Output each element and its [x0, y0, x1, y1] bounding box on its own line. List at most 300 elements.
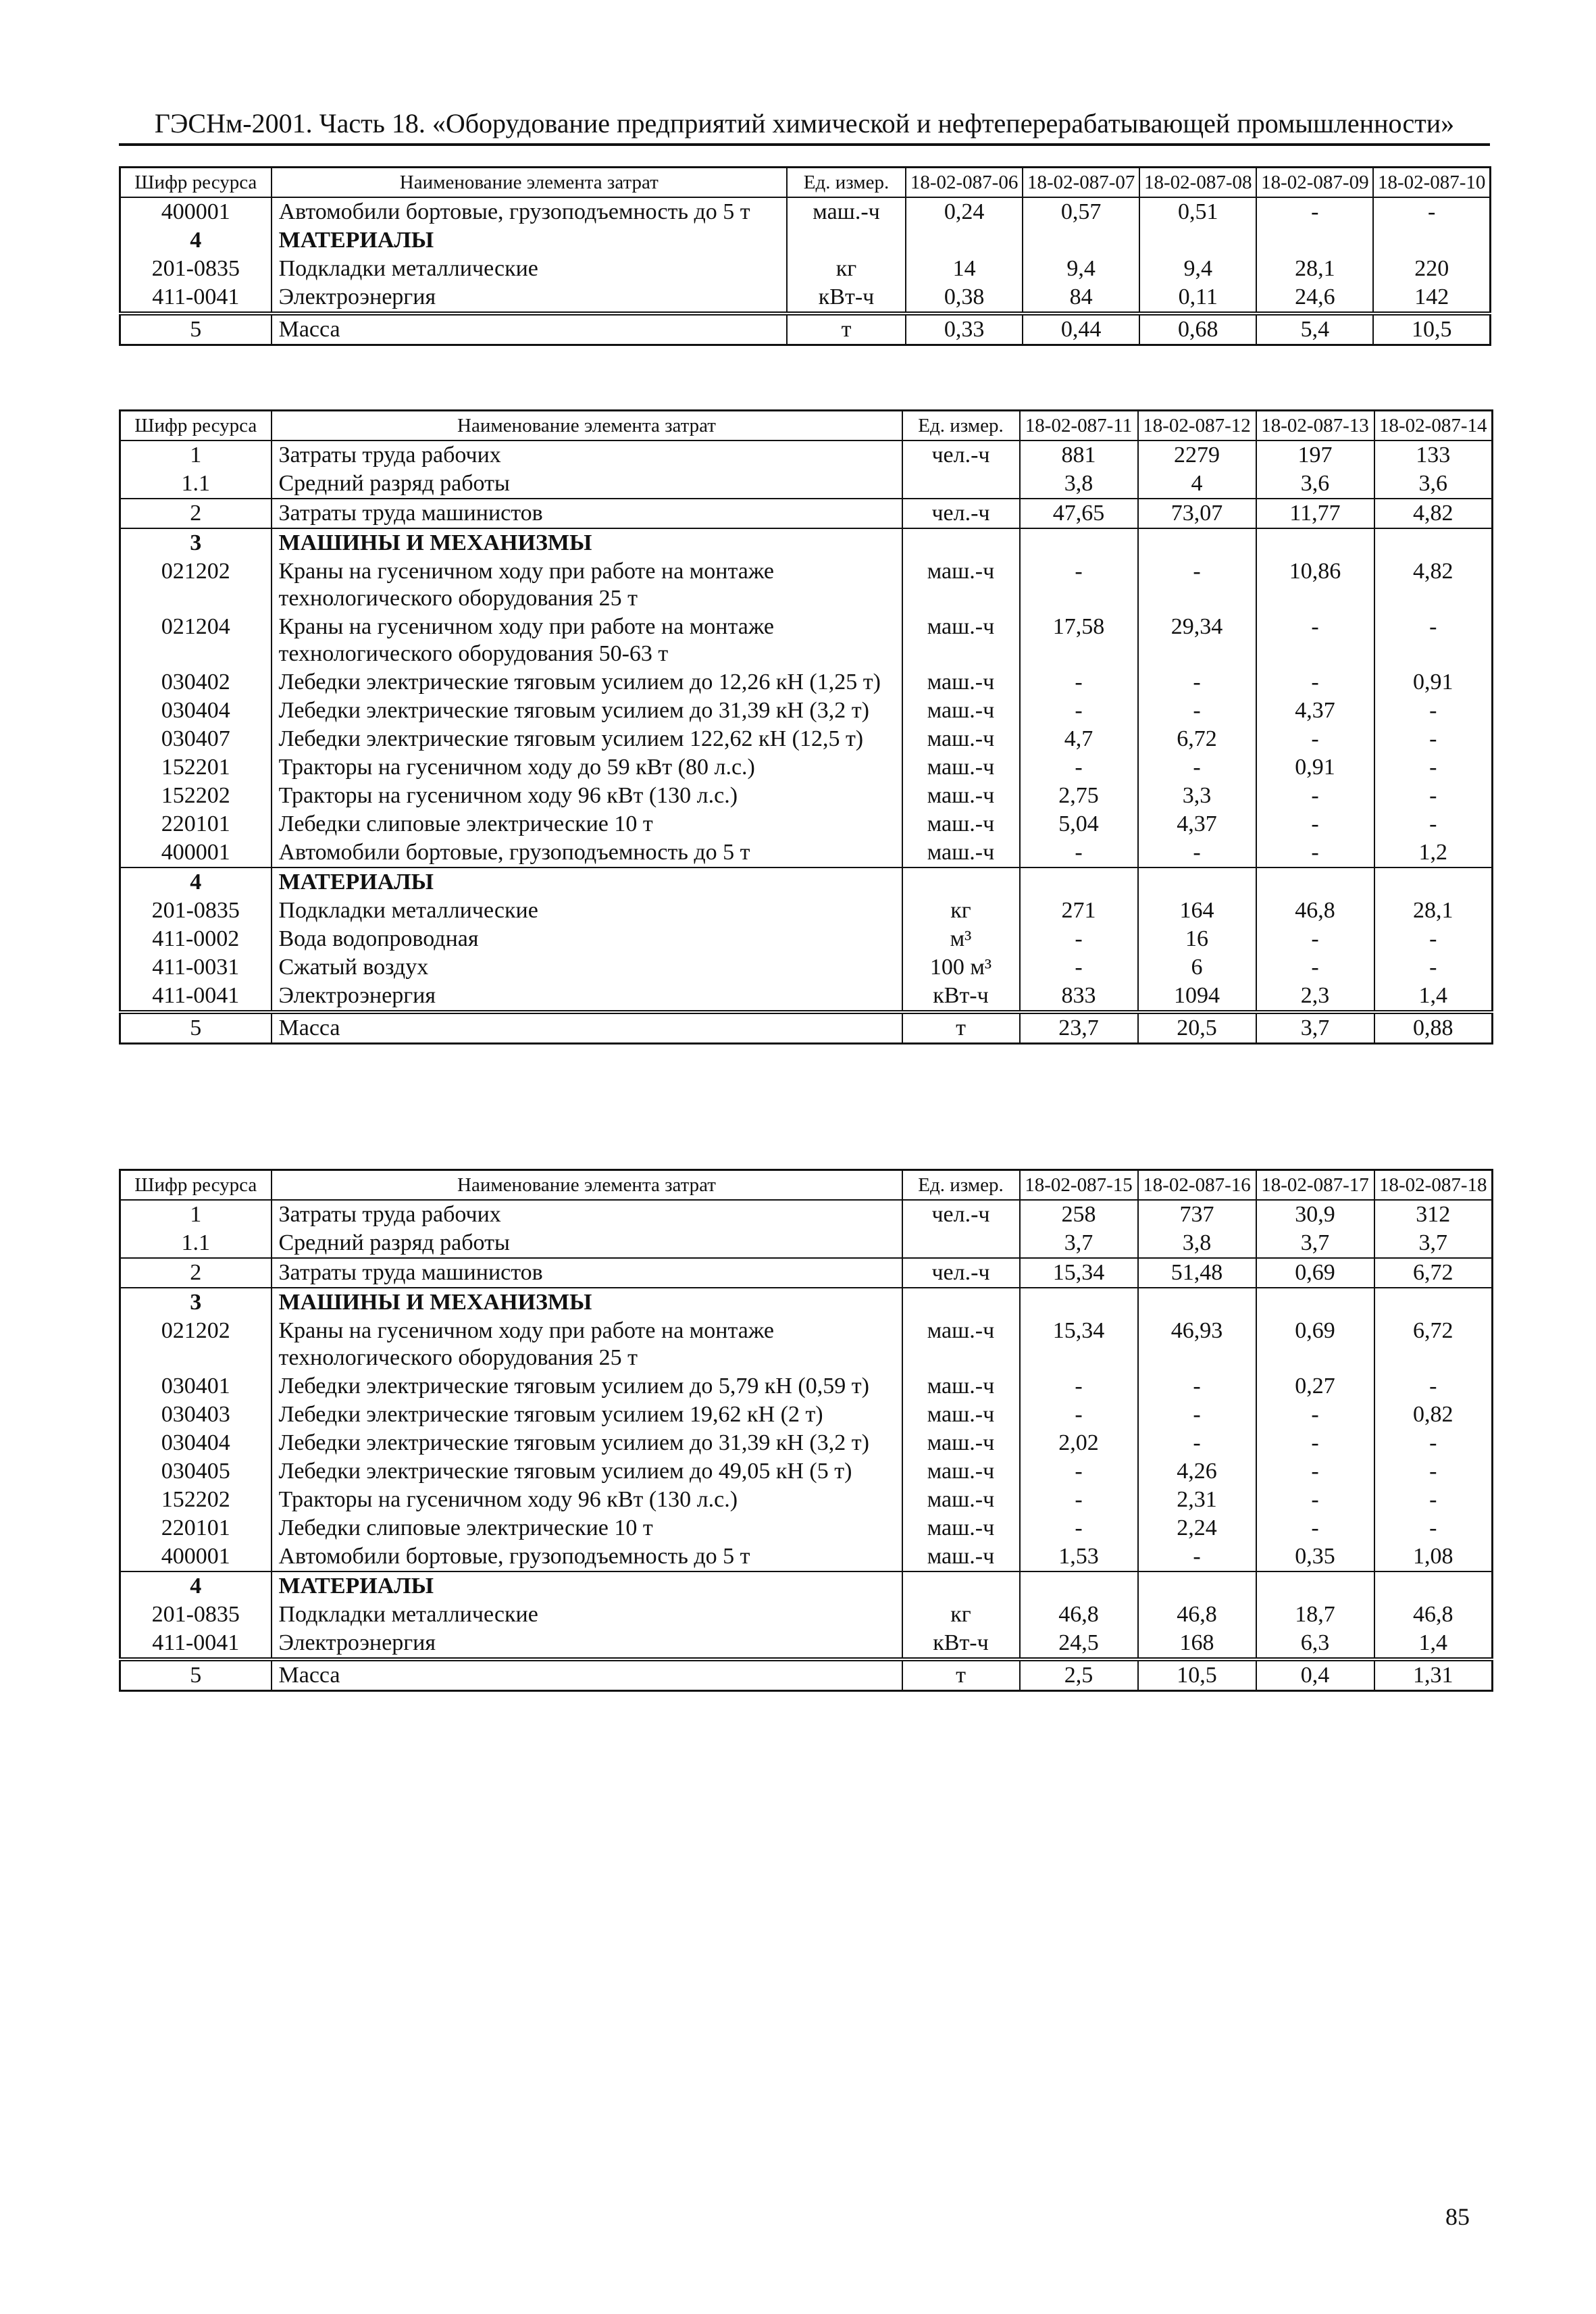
value-cell: - [1256, 1486, 1374, 1514]
value-cell: 0,27 [1256, 1372, 1374, 1401]
value-cell: - [1374, 925, 1493, 953]
value-cell: - [1374, 810, 1493, 838]
value-cell: 2,24 [1138, 1514, 1256, 1542]
resource-name-cell: Краны на гусеничном ходу при работе на монтаже технологического оборудования 50-63 т [272, 613, 902, 668]
resource-code-cell: 400001 [120, 1542, 272, 1571]
unit-cell: кВт-ч [902, 982, 1020, 1012]
value-cell: - [1138, 1401, 1256, 1429]
resource-name-cell: Лебедки электрические тяговым усилием до 31,39 кН (3,2 т) [272, 1429, 902, 1457]
value-cell: 142 [1373, 283, 1490, 313]
value-cell: 3,6 [1374, 470, 1493, 499]
value-cell: 0,82 [1374, 1401, 1493, 1429]
resource-name-cell: Средний разряд работы [272, 470, 902, 499]
resource-code-cell: 201-0835 [120, 897, 272, 925]
value-cell: 0,91 [1256, 753, 1374, 782]
value-cell: - [1256, 1514, 1374, 1542]
value-cell: 3,3 [1138, 782, 1256, 810]
value-cell: - [1374, 1372, 1493, 1401]
value-cell [1256, 867, 1374, 897]
header-estimate-code: 18-02-087-18 [1374, 1170, 1493, 1201]
unit-cell: маш.-ч [787, 197, 906, 226]
resource-code-cell: 021202 [120, 1317, 272, 1372]
value-cell [1256, 226, 1373, 255]
header-code: Шифр ресурса [120, 411, 272, 441]
resource-name-cell: Электроэнергия [272, 283, 787, 313]
resource-name-cell: Затраты труда машинистов [272, 1258, 902, 1288]
header-estimate-code: 18-02-087-17 [1256, 1170, 1374, 1201]
value-cell [1373, 226, 1490, 255]
resource-code-cell: 4 [120, 1571, 272, 1601]
table-row [120, 897, 1493, 925]
resource-code-cell: 1 [120, 1200, 272, 1229]
header-estimate-code: 18-02-087-14 [1374, 411, 1493, 441]
value-cell: - [1374, 1486, 1493, 1514]
resource-name-cell: Вода водопроводная [272, 925, 902, 953]
value-cell: - [1020, 697, 1138, 725]
resource-name-cell: Лебедки электрические тяговым усилием до 5,79 кН (0,59 т) [272, 1372, 902, 1401]
value-cell: 312 [1374, 1200, 1493, 1229]
value-cell [1256, 528, 1374, 557]
table-row [120, 1542, 1493, 1571]
value-cell: 881 [1020, 441, 1138, 470]
resource-code-cell: 152202 [120, 1486, 272, 1514]
unit-cell: чел.-ч [902, 499, 1020, 528]
resource-code-cell: 400001 [120, 197, 272, 226]
value-cell: - [1374, 1457, 1493, 1486]
unit-cell [787, 226, 906, 255]
value-cell: 1,53 [1020, 1542, 1138, 1571]
resource-code-cell: 411-0041 [120, 283, 272, 313]
value-cell: 2,3 [1256, 982, 1374, 1012]
unit-cell: маш.-ч [902, 1401, 1020, 1429]
value-cell: 3,7 [1374, 1229, 1493, 1258]
header-unit: Ед. измер. [902, 411, 1020, 441]
table-row [120, 1401, 1493, 1429]
value-cell: 5,4 [1256, 313, 1373, 345]
header-estimate-code: 18-02-087-16 [1138, 1170, 1256, 1201]
value-cell: 46,8 [1020, 1601, 1138, 1629]
unit-cell: кг [902, 1601, 1020, 1629]
value-cell: - [1138, 1542, 1256, 1571]
value-cell: 4,82 [1374, 499, 1493, 528]
value-cell: 220 [1373, 255, 1490, 283]
table-row [120, 1629, 1493, 1659]
resource-name-cell: Лебедки электрические тяговым усилием до 31,39 кН (3,2 т) [272, 697, 902, 725]
resource-code-cell: 400001 [120, 838, 272, 867]
value-cell: 3,7 [1256, 1012, 1374, 1044]
value-cell: - [1256, 838, 1374, 867]
resource-name-cell: Краны на гусеничном ходу при работе на монтаже технологического оборудования 25 т [272, 1317, 902, 1372]
unit-cell: маш.-ч [902, 1317, 1020, 1372]
value-cell: - [1020, 838, 1138, 867]
unit-cell [902, 470, 1020, 499]
value-cell: 73,07 [1138, 499, 1256, 528]
value-cell [1256, 1288, 1374, 1317]
resource-table-1 [119, 166, 1491, 346]
table-row [120, 470, 1493, 499]
unit-cell: т [902, 1012, 1020, 1044]
table-row [120, 810, 1493, 838]
value-cell: 3,6 [1256, 470, 1374, 499]
value-cell: - [1374, 753, 1493, 782]
resource-code-cell: 030404 [120, 697, 272, 725]
resource-code-cell: 3 [120, 1288, 272, 1317]
value-cell: 29,34 [1138, 613, 1256, 668]
table-row [120, 441, 1493, 470]
value-cell: 51,48 [1138, 1258, 1256, 1288]
unit-cell: маш.-ч [902, 1429, 1020, 1457]
resource-name-cell: Краны на гусеничном ходу при работе на монтаже технологического оборудования 25 т [272, 557, 902, 613]
value-cell: 1,4 [1374, 1629, 1493, 1659]
value-cell: 10,86 [1256, 557, 1374, 613]
value-cell: - [1373, 197, 1490, 226]
header-estimate-code: 18-02-087-06 [906, 168, 1023, 198]
header-estimate-code: 18-02-087-10 [1373, 168, 1490, 198]
header-unit: Ед. измер. [787, 168, 906, 198]
resource-table-2 [119, 409, 1493, 1045]
group-row [120, 1571, 1493, 1601]
header-estimate-code: 18-02-087-08 [1139, 168, 1256, 198]
unit-cell: кВт-ч [902, 1629, 1020, 1659]
resource-code-cell: 5 [120, 313, 272, 345]
value-cell: 133 [1374, 441, 1493, 470]
value-cell: 0,24 [906, 197, 1023, 226]
unit-cell: маш.-ч [902, 697, 1020, 725]
value-cell [1256, 1571, 1374, 1601]
unit-cell [902, 1571, 1020, 1601]
value-cell: 0,11 [1139, 283, 1256, 313]
unit-cell: маш.-ч [902, 753, 1020, 782]
value-cell [1139, 226, 1256, 255]
table-row [120, 255, 1491, 283]
resource-code-cell: 220101 [120, 1514, 272, 1542]
unit-cell: чел.-ч [902, 1200, 1020, 1229]
resource-name-cell: Лебедки слиповые электрические 10 т [272, 1514, 902, 1542]
value-cell: - [1020, 1486, 1138, 1514]
resource-name-cell: Лебедки слиповые электрические 10 т [272, 810, 902, 838]
value-cell: - [1374, 1514, 1493, 1542]
table-row [120, 1258, 1493, 1288]
resource-name-cell: Масса [272, 1659, 902, 1691]
table-row [120, 1317, 1493, 1372]
resource-code-cell: 030402 [120, 668, 272, 697]
value-cell: 6,72 [1374, 1258, 1493, 1288]
resource-code-cell: 030407 [120, 725, 272, 753]
value-cell: 4 [1138, 470, 1256, 499]
value-cell: 16 [1138, 925, 1256, 953]
resource-code-cell: 030404 [120, 1429, 272, 1457]
value-cell: 46,8 [1256, 897, 1374, 925]
value-cell: - [1256, 668, 1374, 697]
unit-cell: маш.-ч [902, 668, 1020, 697]
value-cell: - [1256, 782, 1374, 810]
value-cell: 737 [1138, 1200, 1256, 1229]
value-cell: - [1256, 613, 1374, 668]
value-cell: 14 [906, 255, 1023, 283]
value-cell: 4,82 [1374, 557, 1493, 613]
resource-name-cell: Автомобили бортовые, грузоподъемность до 5 т [272, 1542, 902, 1571]
value-cell: - [1256, 1401, 1374, 1429]
value-cell: - [1138, 557, 1256, 613]
table-row [120, 697, 1493, 725]
value-cell: 6,72 [1138, 725, 1256, 753]
resource-code-cell: 2 [120, 1258, 272, 1288]
value-cell: 24,6 [1256, 283, 1373, 313]
value-cell: 0,69 [1256, 1258, 1374, 1288]
value-cell [1020, 1571, 1138, 1601]
value-cell [1138, 1288, 1256, 1317]
value-cell [1023, 226, 1139, 255]
value-cell: 4,37 [1138, 810, 1256, 838]
value-cell [1020, 1288, 1138, 1317]
header-unit: Ед. измер. [902, 1170, 1020, 1201]
value-cell: 0,51 [1139, 197, 1256, 226]
value-cell: - [1256, 725, 1374, 753]
table-row [120, 557, 1493, 613]
value-cell [1374, 867, 1493, 897]
resource-name-cell: Затраты труда машинистов [272, 499, 902, 528]
value-cell: 17,58 [1020, 613, 1138, 668]
resource-code-cell: 5 [120, 1659, 272, 1691]
value-cell: - [1020, 753, 1138, 782]
value-cell: - [1138, 838, 1256, 867]
value-cell: 0,68 [1139, 313, 1256, 345]
value-cell: 6,3 [1256, 1629, 1374, 1659]
value-cell: 28,1 [1256, 255, 1373, 283]
table-row [120, 1486, 1493, 1514]
unit-cell [902, 1288, 1020, 1317]
resource-name-cell: Лебедки электрические тяговым усилием 19,62 кН (2 т) [272, 1401, 902, 1429]
value-cell: 1,4 [1374, 982, 1493, 1012]
value-cell: - [1256, 1457, 1374, 1486]
unit-cell: маш.-ч [902, 782, 1020, 810]
table-row [120, 725, 1493, 753]
resource-code-cell: 411-0041 [120, 1629, 272, 1659]
resource-table-3 [119, 1169, 1493, 1692]
unit-cell: маш.-ч [902, 1514, 1020, 1542]
resource-code-cell: 1.1 [120, 470, 272, 499]
value-cell [1374, 1288, 1493, 1317]
unit-cell: чел.-ч [902, 1258, 1020, 1288]
resource-name-cell: Тракторы на гусеничном ходу до 59 кВт (80 л.с.) [272, 753, 902, 782]
value-cell: 84 [1023, 283, 1139, 313]
resource-code-cell: 030403 [120, 1401, 272, 1429]
header-estimate-code: 18-02-087-15 [1020, 1170, 1138, 1201]
resource-code-cell: 1 [120, 441, 272, 470]
resource-code-cell: 411-0002 [120, 925, 272, 953]
value-cell: - [1020, 1401, 1138, 1429]
value-cell: - [1020, 1514, 1138, 1542]
resource-code-cell: 220101 [120, 810, 272, 838]
resource-code-cell: 201-0835 [120, 1601, 272, 1629]
resource-name-cell: Затраты труда рабочих [272, 1200, 902, 1229]
resource-code-cell: 152201 [120, 753, 272, 782]
table-row [120, 1372, 1493, 1401]
resource-name-cell: Электроэнергия [272, 1629, 902, 1659]
value-cell [1138, 867, 1256, 897]
table-row [120, 197, 1491, 226]
header-estimate-code: 18-02-087-13 [1256, 411, 1374, 441]
unit-cell [902, 1229, 1020, 1258]
value-cell: 1,2 [1374, 838, 1493, 867]
value-cell: - [1138, 1429, 1256, 1457]
value-cell: 9,4 [1023, 255, 1139, 283]
header-estimate-code: 18-02-087-09 [1256, 168, 1373, 198]
unit-cell: м³ [902, 925, 1020, 953]
value-cell: 47,65 [1020, 499, 1138, 528]
resource-name-cell: Средний разряд работы [272, 1229, 902, 1258]
value-cell: 10,5 [1138, 1659, 1256, 1691]
table-row [120, 1514, 1493, 1542]
value-cell: - [1020, 668, 1138, 697]
resource-name-cell: МАТЕРИАЛЫ [272, 1571, 902, 1601]
table-row [120, 753, 1493, 782]
value-cell: 6,72 [1374, 1317, 1493, 1372]
resource-code-cell: 021202 [120, 557, 272, 613]
unit-cell: маш.-ч [902, 613, 1020, 668]
value-cell [1374, 1571, 1493, 1601]
value-cell: 1094 [1138, 982, 1256, 1012]
header-name: Наименование элемента затрат [272, 411, 902, 441]
value-cell: - [1256, 810, 1374, 838]
table-row [120, 925, 1493, 953]
table-row [120, 1200, 1493, 1229]
value-cell: 11,77 [1256, 499, 1374, 528]
unit-cell: 100 м³ [902, 953, 1020, 982]
unit-cell: маш.-ч [902, 1486, 1020, 1514]
header-code: Шифр ресурса [120, 1170, 272, 1201]
unit-cell: т [787, 313, 906, 345]
value-cell: 1,08 [1374, 1542, 1493, 1571]
value-cell: 2,31 [1138, 1486, 1256, 1514]
table-row [120, 782, 1493, 810]
value-cell: 3,7 [1256, 1229, 1374, 1258]
value-cell: 168 [1138, 1629, 1256, 1659]
value-cell: 2,02 [1020, 1429, 1138, 1457]
resource-name-cell: Лебедки электрические тяговым усилием 122,62 кН (12,5 т) [272, 725, 902, 753]
resource-code-cell: 030405 [120, 1457, 272, 1486]
unit-cell: маш.-ч [902, 725, 1020, 753]
resource-name-cell: МАТЕРИАЛЫ [272, 226, 787, 255]
value-cell: 18,7 [1256, 1601, 1374, 1629]
value-cell: 271 [1020, 897, 1138, 925]
table-row [120, 1457, 1493, 1486]
value-cell [1374, 528, 1493, 557]
unit-cell: кВт-ч [787, 283, 906, 313]
resource-name-cell: Лебедки электрические тяговым усилием до 12,26 кН (1,25 т) [272, 668, 902, 697]
value-cell: 20,5 [1138, 1012, 1256, 1044]
resource-code-cell: 4 [120, 867, 272, 897]
value-cell: 2279 [1138, 441, 1256, 470]
unit-cell: т [902, 1659, 1020, 1691]
value-cell: 833 [1020, 982, 1138, 1012]
value-cell: 10,5 [1373, 313, 1490, 345]
table-row [120, 1601, 1493, 1629]
unit-cell: маш.-ч [902, 1542, 1020, 1571]
value-cell: - [1020, 925, 1138, 953]
value-cell: 258 [1020, 1200, 1138, 1229]
table-row [120, 982, 1493, 1012]
value-cell [1138, 1571, 1256, 1601]
unit-cell: кг [902, 897, 1020, 925]
value-cell: 46,93 [1138, 1317, 1256, 1372]
value-cell: 4,26 [1138, 1457, 1256, 1486]
mass-row [120, 313, 1491, 345]
value-cell: - [1256, 1429, 1374, 1457]
unit-cell: маш.-ч [902, 810, 1020, 838]
value-cell: - [1374, 782, 1493, 810]
resource-code-cell: 411-0031 [120, 953, 272, 982]
value-cell: - [1138, 753, 1256, 782]
resource-code-cell: 2 [120, 499, 272, 528]
resource-code-cell: 030401 [120, 1372, 272, 1401]
value-cell: 0,57 [1023, 197, 1139, 226]
resource-name-cell: Тракторы на гусеничном ходу 96 кВт (130 л.с.) [272, 1486, 902, 1514]
resource-code-cell: 1.1 [120, 1229, 272, 1258]
value-cell: 24,5 [1020, 1629, 1138, 1659]
value-cell: - [1374, 613, 1493, 668]
value-cell: 197 [1256, 441, 1374, 470]
resource-code-cell: 5 [120, 1012, 272, 1044]
resource-name-cell: Тракторы на гусеничном ходу 96 кВт (130 л.с.) [272, 782, 902, 810]
header-estimate-code: 18-02-087-11 [1020, 411, 1138, 441]
table-row [120, 838, 1493, 867]
value-cell: 6 [1138, 953, 1256, 982]
value-cell: - [1374, 697, 1493, 725]
value-cell [906, 226, 1023, 255]
value-cell [1138, 528, 1256, 557]
value-cell: - [1256, 197, 1373, 226]
resource-name-cell: Подкладки металлические [272, 255, 787, 283]
unit-cell [902, 528, 1020, 557]
mass-row [120, 1659, 1493, 1691]
value-cell [1020, 528, 1138, 557]
value-cell: 0,91 [1374, 668, 1493, 697]
value-cell: - [1138, 697, 1256, 725]
resource-name-cell: Затраты труда рабочих [272, 441, 902, 470]
value-cell: 0,44 [1023, 313, 1139, 345]
value-cell: - [1374, 953, 1493, 982]
value-cell: - [1256, 953, 1374, 982]
value-cell: 2,5 [1020, 1659, 1138, 1691]
unit-cell [902, 867, 1020, 897]
resource-code-cell: 201-0835 [120, 255, 272, 283]
unit-cell: кг [787, 255, 906, 283]
table-row [120, 953, 1493, 982]
value-cell: - [1020, 1457, 1138, 1486]
value-cell: - [1138, 1372, 1256, 1401]
unit-cell: маш.-ч [902, 557, 1020, 613]
value-cell [1020, 867, 1138, 897]
value-cell: - [1256, 925, 1374, 953]
unit-cell: маш.-ч [902, 1457, 1020, 1486]
value-cell: 46,8 [1374, 1601, 1493, 1629]
value-cell: 23,7 [1020, 1012, 1138, 1044]
value-cell: - [1020, 953, 1138, 982]
resource-code-cell: 4 [120, 226, 272, 255]
value-cell: 30,9 [1256, 1200, 1374, 1229]
value-cell: - [1374, 1429, 1493, 1457]
group-row [120, 528, 1493, 557]
value-cell: - [1020, 1372, 1138, 1401]
table-row [120, 499, 1493, 528]
resource-name-cell: Лебедки электрические тяговым усилием до 49,05 кН (5 т) [272, 1457, 902, 1486]
value-cell: - [1020, 557, 1138, 613]
value-cell: 3,7 [1020, 1229, 1138, 1258]
table-row [120, 1429, 1493, 1457]
page-header: ГЭСНм-2001. Часть 18. «Оборудование предприятий химической и нефтеперерабатывающей промышленности» [119, 108, 1490, 146]
value-cell: - [1138, 668, 1256, 697]
